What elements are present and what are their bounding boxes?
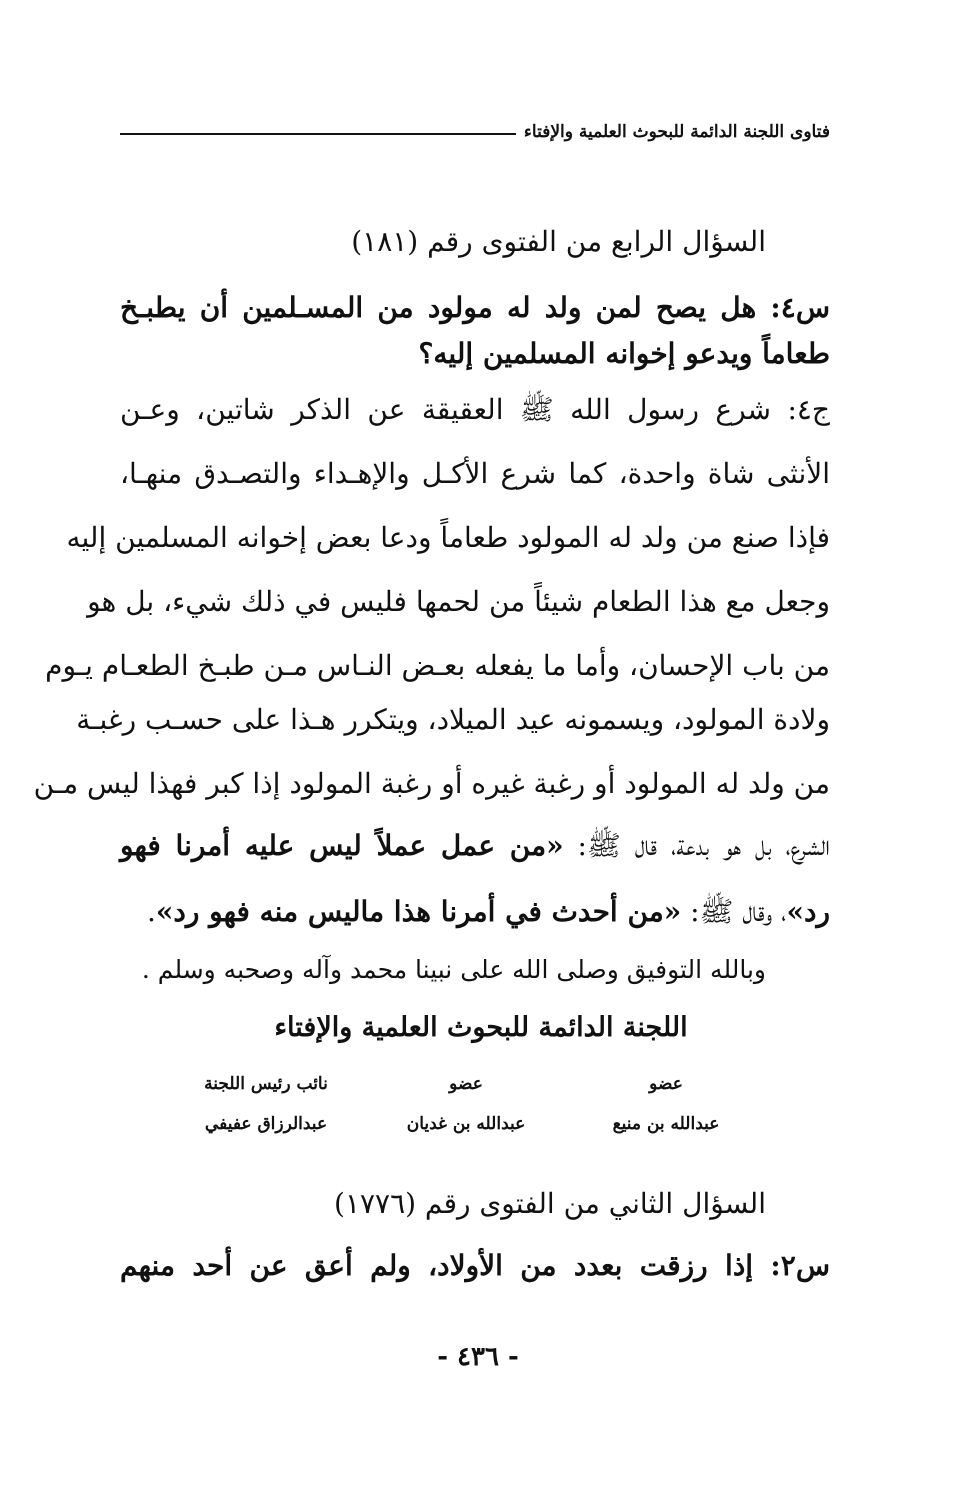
q1-answer-line-3: فإذا صنع من ولد له المولود طعاماً ودعا بعض إخوانه المسلمين إليه [66, 521, 830, 554]
running-header [120, 112, 830, 152]
q2-heading: السؤال الثاني من الفتوى رقم (١٧٧٦) [334, 1187, 766, 1220]
signature-member-2 [396, 1064, 536, 1144]
committee-title: اللجنة الدائمة للبحوث العلمية والإفتاء [274, 1012, 688, 1043]
answer-line-9-end: . [147, 895, 156, 928]
hadith-quote-2: «من أحدث في أمرنا هذا ماليس منه فهو رد» [155, 895, 682, 928]
q1-question-line-2: طعاماً ويدعو إخوانه المسلمين إليه؟ [418, 337, 830, 370]
q1-answer-line-2: الأنثى شاة واحدة، كما شرع الأكـل والإهـداء والتصـدق منهـا، [120, 457, 830, 490]
q1-heading: السؤال الرابع من الفتوى رقم (١٨١) [351, 225, 766, 258]
signature-role: نائب رئيس اللجنة [204, 1074, 328, 1094]
q2-question-line-1: س٢: إذا رزقت بعدد من الأولاد، ولم أعق عن أحد منهم [120, 1249, 830, 1282]
q1-answer-line-6: ولادة المولود، ويسمونه عيد الميلاد، ويتكرر هـذا على حسـب رغبـة [76, 703, 830, 736]
signature-name: عبدالله بن منيع [612, 1114, 720, 1134]
signature-role: عضو [649, 1074, 683, 1094]
signatures [196, 1064, 736, 1144]
signature-role: عضو [449, 1074, 483, 1094]
signature-member-1 [596, 1064, 736, 1144]
answer-line-8-text: الشرع، بل هو بدعة، قال ﷺ: [563, 829, 830, 862]
closing-line: وبالله التوفيق وصلى الله على نبينا محمد وآله وصحبه وسلم . [141, 955, 766, 984]
q1-question-line-1: س٤: هل يصح لمن ولد له مولود من المسـلمين أن يطبـخ [120, 291, 830, 324]
signature-name: عبدالله بن غديان [406, 1114, 526, 1134]
page-number: - ٤٣٦ - [437, 1342, 519, 1372]
signature-name: عبدالرزاق عفيفي [204, 1114, 328, 1134]
q1-answer-line-9 [120, 892, 830, 932]
signature-member-3 [196, 1064, 336, 1144]
hadith-quote-1-end: رد» [786, 895, 830, 928]
q1-answer-line-7: من ولد له المولود أو رغبة غيره أو رغبة المولود إذا كبر فهذا ليس مـن [33, 767, 830, 800]
q1-answer-line-8 [120, 826, 830, 866]
q1-answer-line-4: وجعل مع هذا الطعام شيئاً من لحمها فليس في ذلك شيء، بل هو [87, 585, 830, 618]
q1-answer-line-1: ج٤: شرع رسول الله ﷺ العقيقة عن الذكر شاتين، وعـن [120, 393, 830, 426]
header-title: فتاوى اللجنة الدائمة للبحوث العلمية والإفتاء [523, 122, 830, 142]
hadith-quote-1: «من عمل عملاً ليس عليه أمرنا فهو [120, 829, 564, 862]
q1-answer-line-5: من باب الإحسان، وأما ما يفعله بعـض النـاس مـن طبـخ الطعـام يـوم [45, 649, 830, 682]
header-rule [120, 133, 516, 135]
answer-line-9-text: ، وقال ﷺ: [681, 895, 787, 928]
